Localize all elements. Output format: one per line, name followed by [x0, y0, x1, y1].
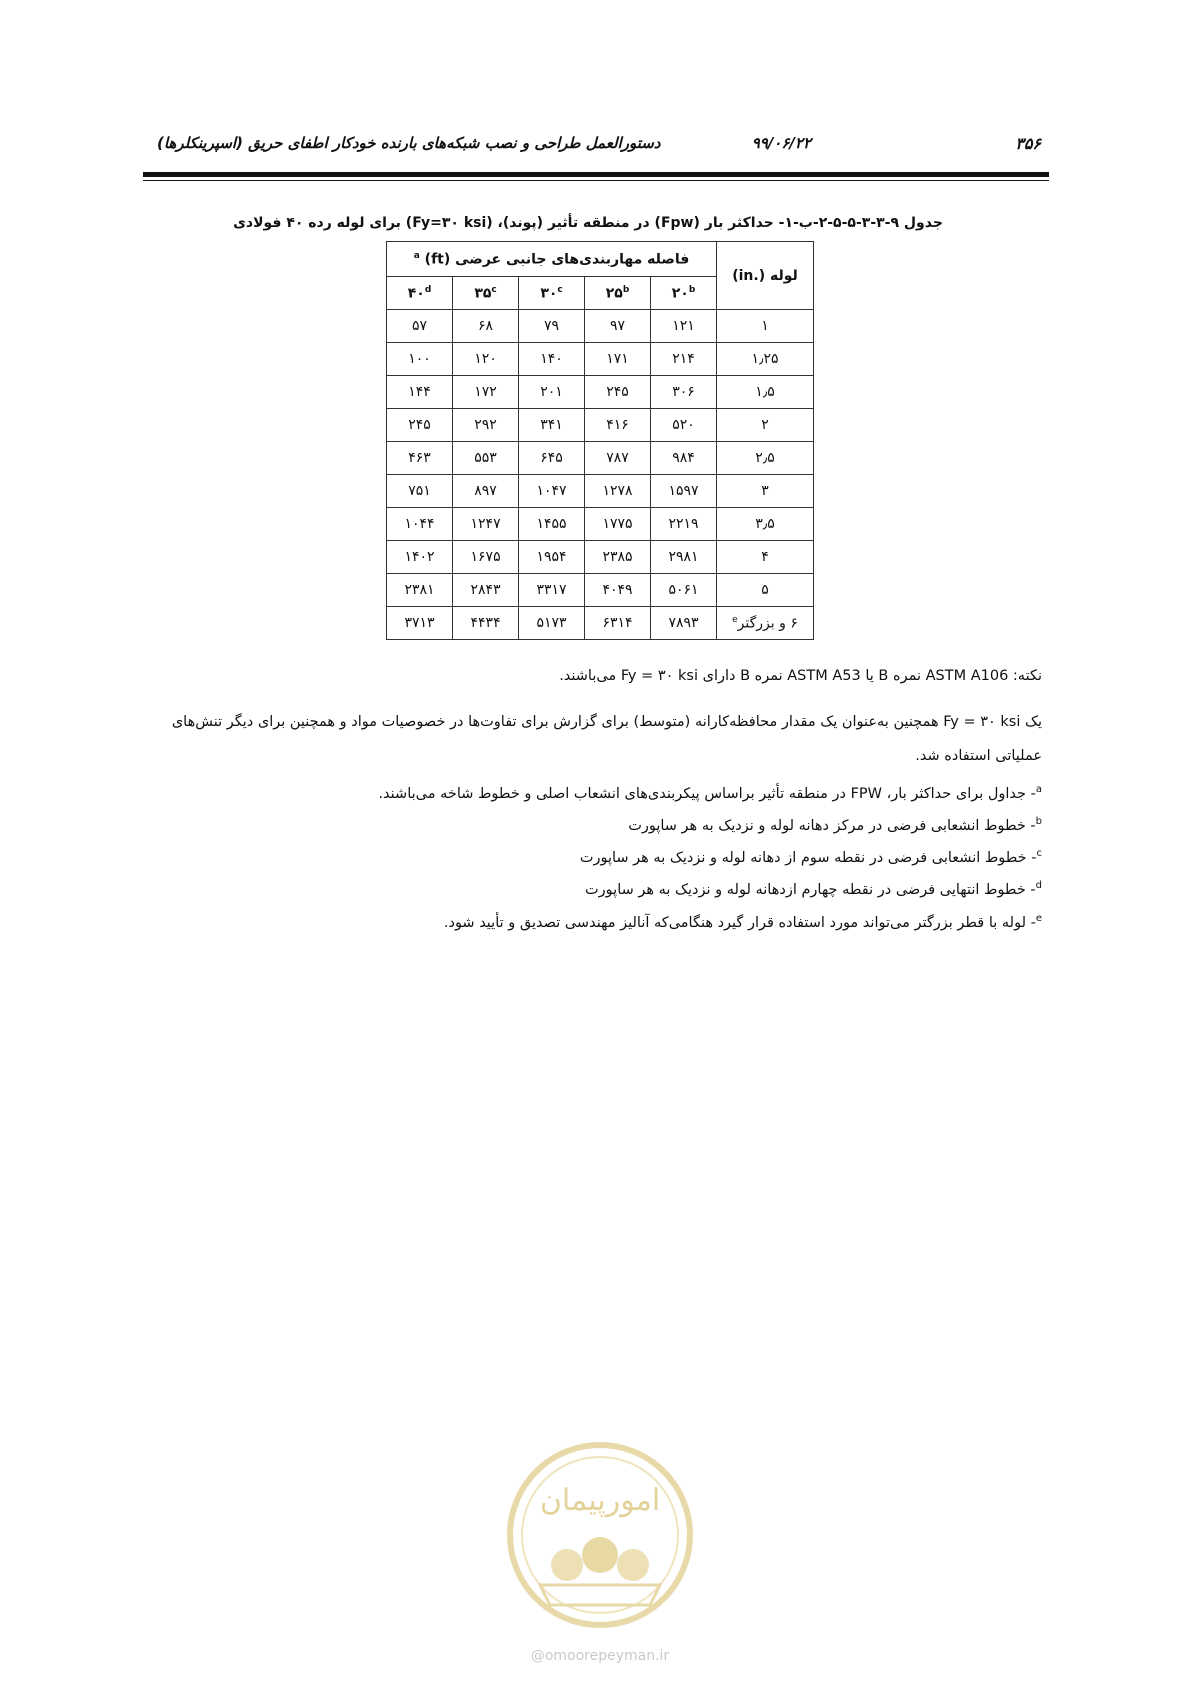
pipe-size: ۲	[761, 417, 769, 433]
table-row	[387, 442, 814, 475]
load-value-cell: ۱۴۴	[387, 376, 453, 409]
load-value-cell: ۷۵۱	[387, 475, 453, 508]
watermark-seal	[505, 1405, 695, 1665]
load-value-cell: ۲۰۱	[519, 376, 585, 409]
pipe-size-cell	[717, 409, 814, 442]
pipe-size: ۱	[761, 318, 769, 334]
pipe-size: ۱٫۵	[755, 384, 775, 400]
load-value-cell: ۵۲۰	[651, 409, 717, 442]
table-row	[387, 475, 814, 508]
note-1: نکته: ASTM A106 نمره B یا ASTM A53 نمره B دارای Fy = ۳۰ ksi می‌باشند.	[559, 668, 1042, 684]
load-value-cell: ۳۷۱۳	[387, 607, 453, 640]
pipe-size-cell	[717, 508, 814, 541]
pipe-size-cell	[717, 442, 814, 475]
load-value-cell: ۱۷۷۵	[585, 508, 651, 541]
load-value-cell: ۱۹۵۴	[519, 541, 585, 574]
pipe-size: ۲٫۵	[755, 450, 775, 466]
load-value-cell: ۴۰۴۹	[585, 574, 651, 607]
footnote-text: - خطوط انتهایی فرضی در نقطه چهارم ازدهانه لوله و نزدیک به هر ساپورت	[585, 881, 1036, 898]
load-value-cell: ۲۹۸۱	[651, 541, 717, 574]
pipe-size-sup: e	[732, 614, 738, 625]
load-value-cell: ۵۵۳	[453, 442, 519, 475]
pipe-size-cell	[717, 376, 814, 409]
footnote-mark: a	[1035, 784, 1042, 795]
seal-inner-ring	[522, 1457, 678, 1613]
load-value-cell: ۱۲۱	[651, 310, 717, 343]
spacing-value: ۳۵	[474, 285, 492, 302]
load-table	[386, 241, 814, 640]
load-value-cell: ۱۷۲	[453, 376, 519, 409]
load-value-cell: ۷۸۹۳	[651, 607, 717, 640]
footnote-text: - لوله با قطر بزرگتر می‌تواند مورد استفاده قرار گیرد هنگامی‌که آنالیز مهندسی تصدیق و تأیید شود.	[443, 914, 1036, 931]
load-value-cell: ۲۹۲	[453, 409, 519, 442]
pipe-size-cell	[717, 310, 814, 343]
load-value-cell: ۱۵۹۷	[651, 475, 717, 508]
table-header-row	[387, 242, 814, 277]
load-value-cell: ۲۲۱۹	[651, 508, 717, 541]
pipe-header: لوله (.in)	[717, 242, 814, 310]
load-value-cell: ۱۰۰	[387, 343, 453, 376]
load-value-cell: ۷۸۷	[585, 442, 651, 475]
load-value-cell: ۱۴۰	[519, 343, 585, 376]
pipe-size-cell	[717, 541, 814, 574]
load-value-cell: ۹۸۴	[651, 442, 717, 475]
load-value-cell: ۹۷	[585, 310, 651, 343]
document-title: دستورالعمل طراحی و نصب شبکه‌های بارنده خودکار اطفای حریق (اسپرینکلرها)	[157, 134, 661, 152]
pipe-size: ۵	[761, 582, 769, 598]
spacing-sup: b	[688, 284, 696, 295]
load-value-cell: ۳۳۱۷	[519, 574, 585, 607]
pipe-size-cell	[717, 475, 814, 508]
load-value-cell: ۲۱۴	[651, 343, 717, 376]
table-row	[387, 541, 814, 574]
pipe-size: ۴	[761, 549, 769, 565]
page-number: ۳۵۶	[1015, 134, 1041, 153]
load-value-cell: ۱۲۴۷	[453, 508, 519, 541]
group-header	[387, 242, 717, 277]
pipe-size: ۶ و بزرگتر	[737, 615, 798, 632]
table-row	[387, 343, 814, 376]
note-2: یک Fy = ۳۰ ksi همچنین به‌عنوان یک مقدار محافظه‌کارانه (متوسط) برای گزارش برای تفاوت‌ها در خصوصیات مواد و همچنین برای دیگر تنش‌های عملیاتی استفاده شد.	[171, 714, 1042, 764]
table-row	[387, 607, 814, 640]
pipe-size: ۳٫۵	[755, 516, 775, 532]
spacing-header-cell	[387, 277, 453, 310]
spacing-sup: b	[622, 284, 630, 295]
seal-outer-ring	[510, 1445, 690, 1625]
seal-logo-text: امورپیمان	[539, 1483, 661, 1518]
group-header-label: فاصله مهاربندی‌های جانبی عرضی (ft)	[424, 251, 690, 268]
header-rule-thin	[143, 180, 1049, 181]
load-value-cell: ۲۸۴۳	[453, 574, 519, 607]
seal-person-icon	[582, 1537, 618, 1573]
spacing-sup: d	[424, 284, 432, 295]
spacing-value: ۴۰	[407, 285, 425, 302]
load-value-cell: ۱۴۰۲	[387, 541, 453, 574]
pipe-size-cell	[717, 343, 814, 376]
load-value-cell: ۴۴۳۴	[453, 607, 519, 640]
load-value-cell: ۴۶۳	[387, 442, 453, 475]
footnote-mark: e	[1035, 913, 1042, 924]
pipe-size-cell	[717, 574, 814, 607]
load-value-cell: ۵۷	[387, 310, 453, 343]
seal-scale-icon	[551, 1549, 583, 1581]
seal-url: @omoorepeyman.ir	[530, 1648, 670, 1664]
load-value-cell: ۱۰۴۷	[519, 475, 585, 508]
spacing-header-cell	[519, 277, 585, 310]
table-row	[387, 310, 814, 343]
load-value-cell: ۲۳۸۵	[585, 541, 651, 574]
load-value-cell: ۴۱۶	[585, 409, 651, 442]
footnote-c	[242, 848, 1042, 866]
load-value-cell: ۵۰۶۱	[651, 574, 717, 607]
load-value-cell: ۱۲۷۸	[585, 475, 651, 508]
footnote-text: - خطوط انشعابی فرضی در مرکز دهانه لوله و نزدیک به هر ساپورت	[628, 817, 1036, 834]
footnote-text: - خطوط انشعابی فرضی در نقطه سوم از دهانه لوله و نزدیک به هر ساپورت	[579, 849, 1037, 866]
load-value-cell: ۳۴۱	[519, 409, 585, 442]
spacing-value: ۳۰	[540, 285, 558, 302]
pipe-size: ۳	[761, 483, 769, 499]
seal-helmet-icon	[617, 1549, 649, 1581]
table-caption: جدول ۹-۳-۳-۵-۵-۲-ب-۱- حداکثر بار (Fpw) در منطقه تأثیر (پوند)، (Fy=۳۰ ksi) برای لوله رده ۴۰ فولادی	[233, 215, 943, 231]
table-row	[387, 376, 814, 409]
load-value-cell: ۲۳۸۱	[387, 574, 453, 607]
footnote-mark: c	[1036, 848, 1042, 859]
header-date: ۹۹/۰۶/۲۲	[751, 134, 811, 152]
spacing-sup: c	[557, 284, 563, 295]
footnote-mark: d	[1035, 880, 1042, 891]
load-value-cell: ۶۸	[453, 310, 519, 343]
spacing-value: ۲۰	[671, 285, 689, 302]
group-header-sup: a	[413, 250, 420, 261]
footnote-text: - جداول برای حداکثر بار، FPW در منطقه تأثیر براساس پیکربندی‌های انشعاب اصلی و خطوط شاخه می‌باشند.	[378, 785, 1036, 802]
footnote-mark: b	[1035, 816, 1042, 827]
seal-grid-icon	[540, 1585, 660, 1605]
load-value-cell: ۶۳۱۴	[585, 607, 651, 640]
table-row	[387, 409, 814, 442]
spacing-value: ۲۵	[605, 285, 623, 302]
footnote-a	[242, 784, 1042, 802]
table-row	[387, 508, 814, 541]
spacing-header-cell	[585, 277, 651, 310]
load-value-cell: ۱۴۵۵	[519, 508, 585, 541]
pipe-size: ۱٫۲۵	[751, 351, 779, 367]
load-value-cell: ۵۱۷۳	[519, 607, 585, 640]
spacing-header-cell	[453, 277, 519, 310]
spacing-sup: c	[491, 284, 497, 295]
table-body	[387, 310, 814, 640]
footnote-d	[242, 880, 1042, 898]
load-value-cell: ۱۰۴۴	[387, 508, 453, 541]
pipe-size-cell	[717, 607, 814, 640]
load-value-cell: ۲۴۵	[585, 376, 651, 409]
spacing-header-cell	[651, 277, 717, 310]
footnote-e	[242, 913, 1042, 931]
load-value-cell: ۱۲۰	[453, 343, 519, 376]
load-value-cell: ۳۰۶	[651, 376, 717, 409]
header-rule-thick	[143, 172, 1049, 177]
load-value-cell: ۱۷۱	[585, 343, 651, 376]
footnote-b	[242, 816, 1042, 834]
load-value-cell: ۱۶۷۵	[453, 541, 519, 574]
page-header	[143, 128, 1049, 158]
load-value-cell: ۸۹۷	[453, 475, 519, 508]
load-value-cell: ۶۴۵	[519, 442, 585, 475]
load-value-cell: ۲۴۵	[387, 409, 453, 442]
load-value-cell: ۷۹	[519, 310, 585, 343]
table-row	[387, 574, 814, 607]
